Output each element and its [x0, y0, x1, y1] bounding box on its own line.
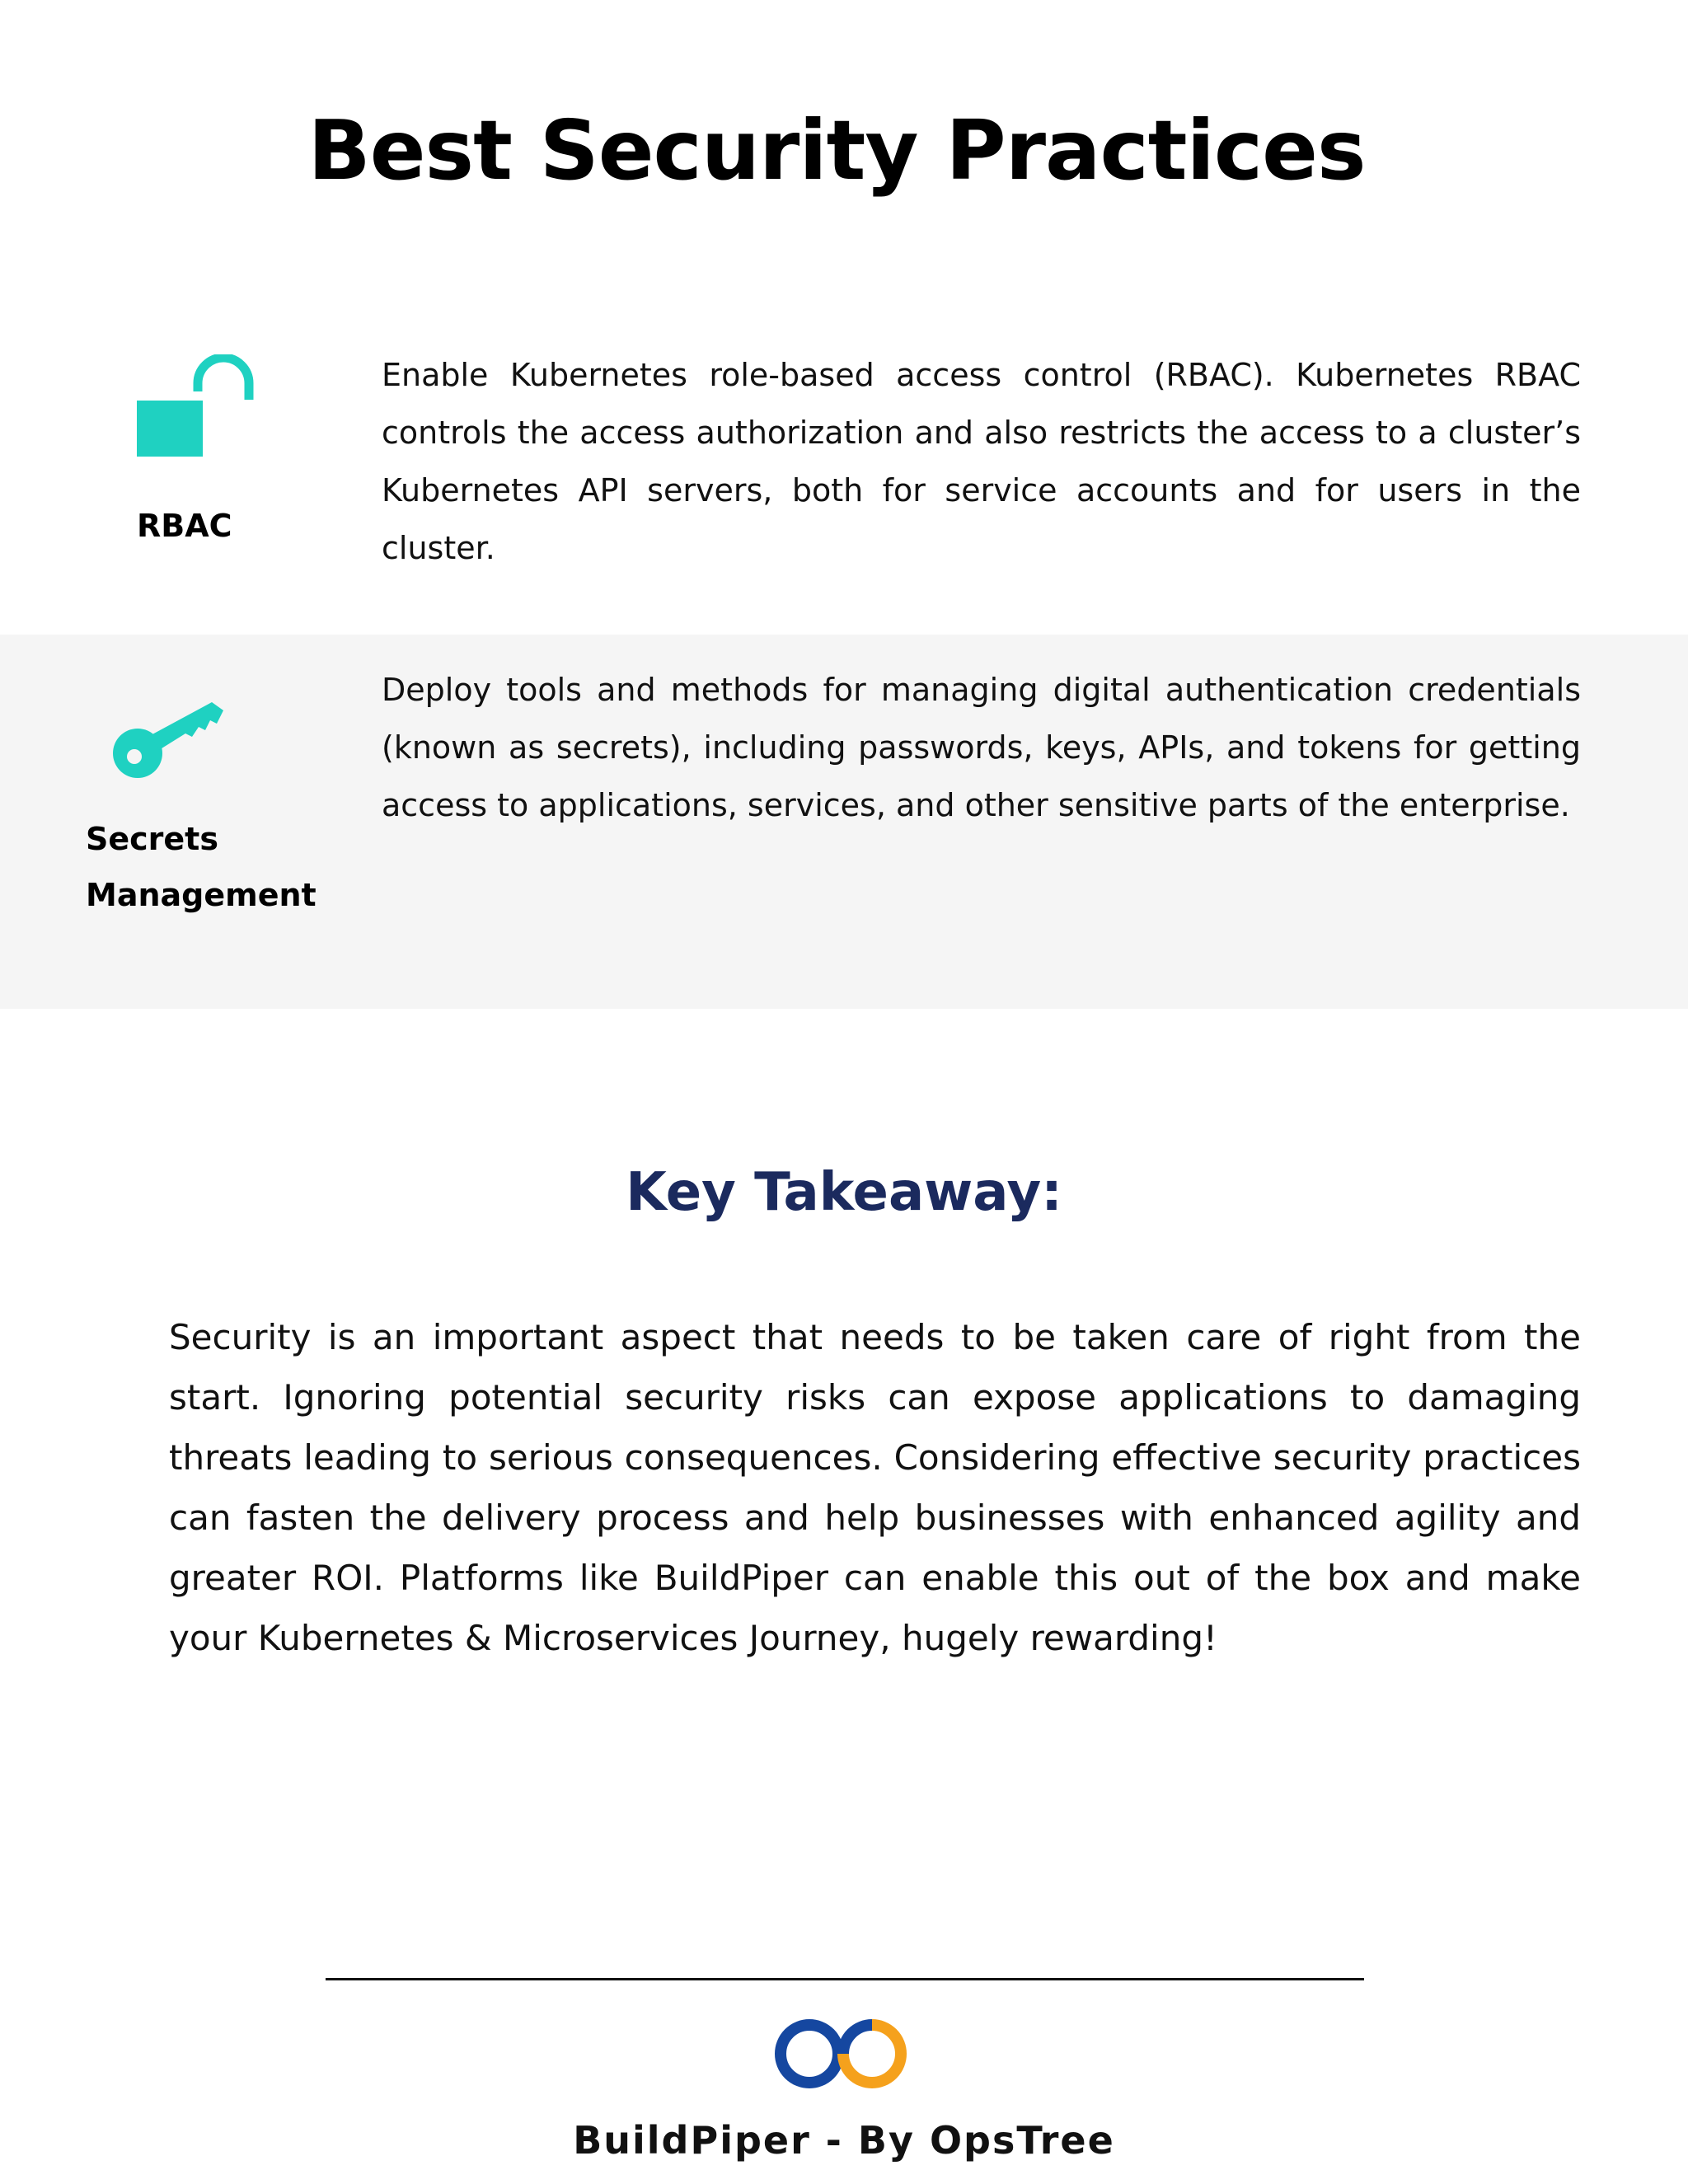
practice-description: Enable Kubernetes role-based access control (RBAC). Kubernetes RBAC controls the access authorization and also restricts the access to a cluster’s Kubernetes API servers, both for service accounts and for users in the cluster.	[382, 357, 1581, 566]
takeaway-title: Key Takeaway:	[626, 1162, 1062, 1223]
practice-label-line: Secrets	[86, 821, 218, 857]
footer-brand: BuildPiper - By OpsTree	[573, 2118, 1115, 2163]
page-title: Best Security Practices	[307, 102, 1366, 199]
practice-description: Deploy tools and methods for managing digital authentication credentials (known as secrets), including passwords, keys, APIs, and tokens for getting access to applications, services, and other sensitive parts of the enterprise.	[382, 672, 1581, 823]
practice-label	[86, 811, 333, 923]
practice-label-line: Management	[86, 877, 316, 913]
key-icon	[111, 701, 227, 783]
unlocked-padlock-icon	[132, 354, 256, 462]
practice-secrets-management	[0, 635, 1688, 1009]
footer-divider	[326, 1978, 1364, 1980]
practice-label: RBAC	[137, 508, 232, 544]
takeaway-body: Security is an important aspect that needs to be taken care of right from the start. Ignoring potential security risks can expose applications to damaging threats leading to serious consequences. Considering effective security practices can fasten the delivery process and help businesses with enhanced agility and greater ROI. Platforms like BuildPiper can enable this out of the box and make your Kubernetes & Microservices Journey, hugely rewarding!	[169, 1317, 1581, 1658]
practice-rbac	[0, 321, 1688, 635]
infinity-logo-icon	[767, 2013, 915, 2095]
